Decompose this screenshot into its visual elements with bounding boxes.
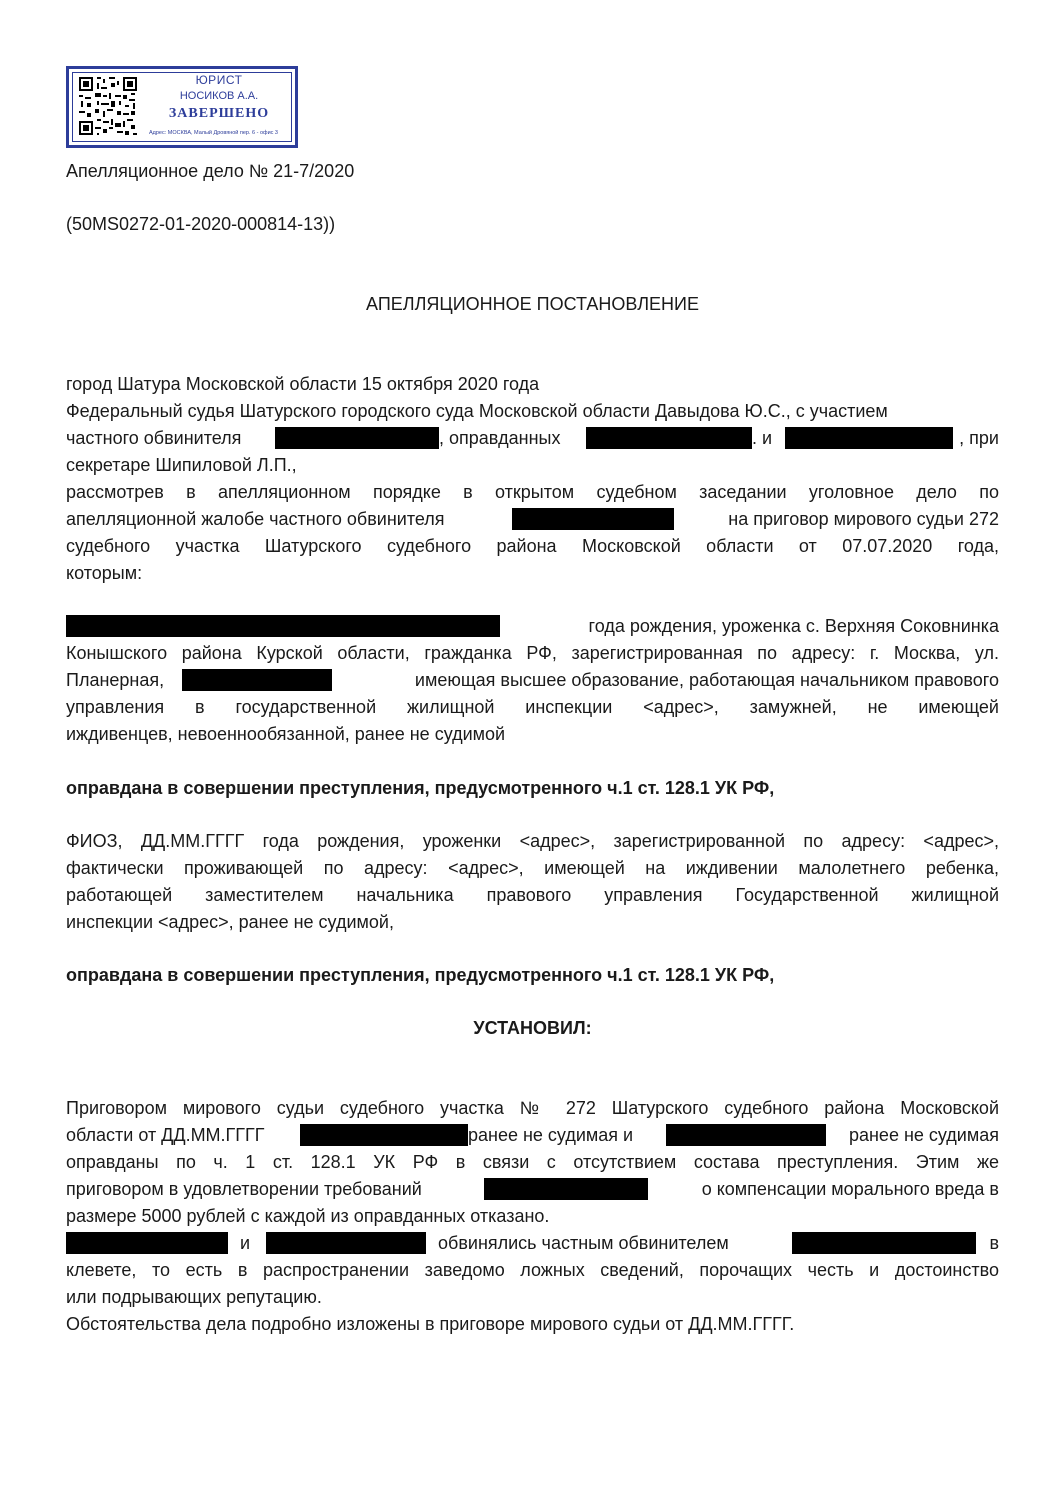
- intro-line: рассмотрев в апелляционном порядке в открытом судебном заседании уголовное дело по: [66, 482, 999, 502]
- intro-text: , при: [959, 428, 999, 448]
- established-line: Обстоятельства дела подробно изложены в приговоре мирового судьи от ДД.ММ.ГГГГ.: [66, 1314, 795, 1334]
- redaction: [300, 1124, 468, 1146]
- person1-text: имеющая высшее образование, работающая начальником правового: [414, 670, 999, 690]
- person2-line: инспекции <адрес>, ранее не судимой,: [66, 912, 394, 932]
- established-paragraph: [66, 1095, 999, 1338]
- intro-text: частного обвинителя: [66, 428, 242, 448]
- person1-text: года рождения, уроженка с. Верхняя Соковнинка: [588, 616, 999, 636]
- verdict-1: оправдана в совершении преступления, предусмотренного ч.1 ст. 128.1 УК РФ,: [66, 778, 775, 798]
- case-number: Апелляционное дело № 21-7/2020: [66, 161, 355, 181]
- established-text: и: [240, 1233, 251, 1253]
- established-text: в: [989, 1233, 999, 1253]
- intro-line: которым:: [66, 563, 143, 583]
- redaction: [275, 427, 439, 449]
- established-line: клевете, то есть в распространении заведомо ложных сведений, порочащих честь и достоинство: [66, 1260, 999, 1280]
- established-text: области от ДД.ММ.ГГГГ: [66, 1125, 265, 1145]
- intro-text: апелляционной жалобе частного обвинителя: [66, 509, 445, 529]
- verdict-2: оправдана в совершении преступления, предусмотренного ч.1 ст. 128.1 УК РФ,: [66, 965, 775, 985]
- lawyer-stamp: [66, 66, 298, 148]
- person1-line: управления в государственной жилищной инспекции <адрес>, замужней, не имеющей: [66, 697, 999, 717]
- established-text: приговором в удовлетворении требований: [66, 1179, 422, 1199]
- intro-line: город Шатура Московской области 15 октября 2020 года: [66, 374, 540, 394]
- stamp-name: НОСИКОВ А.А.: [179, 90, 259, 102]
- intro-line: [66, 425, 999, 452]
- established-line: [66, 1122, 999, 1149]
- established-text: обвинялись частным обвинителем: [438, 1233, 729, 1253]
- case-id: (50MS0272-01-2020-000814-13)): [66, 214, 336, 234]
- person1-line: Конышского района Курской области, гражданка РФ, зарегистрированная по адресу: г. Москва, ул.: [66, 643, 999, 663]
- person1-paragraph: [66, 613, 999, 748]
- intro-line: судебного участка Шатурского судебного района Московской области от 07.07.2020 года,: [66, 536, 999, 556]
- established-line: [66, 1230, 999, 1257]
- qr-code-icon: [77, 75, 139, 137]
- person1-line: [66, 667, 999, 694]
- person2-line: фактически проживающей по адресу: <адрес>, имеющей на иждивении малолетнего ребенка,: [66, 858, 999, 878]
- stamp-address: Адрес: МОСКВА, Малый Дровяной пер. 6 - офис 3: [149, 130, 278, 136]
- redaction: [66, 1232, 228, 1254]
- established-text: о компенсации морального вреда в: [701, 1179, 999, 1199]
- established-line: оправданы по ч. 1 ст. 128.1 УК РФ в связи с отсутствием состава преступления. Этим же: [66, 1152, 999, 1172]
- intro-paragraph: [66, 371, 999, 587]
- redaction: [785, 427, 953, 449]
- established-text: ранее не судимая и: [468, 1125, 634, 1145]
- document-title: АПЕЛЛЯЦИОННОЕ ПОСТАНОВЛЕНИЕ: [366, 294, 699, 314]
- redaction: [182, 669, 332, 691]
- established-heading: УСТАНОВИЛ:: [473, 1018, 592, 1038]
- established-line: или подрывающих репутацию.: [66, 1287, 322, 1307]
- redaction: [666, 1124, 826, 1146]
- intro-line: [66, 506, 999, 533]
- person1-text: Планерная,: [66, 670, 165, 690]
- established-line: размере 5000 рублей с каждой из оправданных отказано.: [66, 1206, 550, 1226]
- redaction: [66, 615, 500, 637]
- redaction: [512, 508, 674, 530]
- intro-text: , оправданных: [439, 428, 561, 448]
- person2-paragraph: [66, 828, 999, 936]
- person1-line: [66, 613, 999, 640]
- established-line: Приговором мирового судьи судебного участка № 272 Шатурского судебного района Московской: [66, 1098, 999, 1118]
- redaction: [484, 1178, 648, 1200]
- intro-text: на приговор мирового судьи 272: [728, 509, 999, 529]
- intro-line: секретаре Шипиловой Л.П.,: [66, 455, 297, 475]
- redaction: [586, 427, 752, 449]
- intro-line: Федеральный судья Шатурского городского суда Московской области Давыдова Ю.С., с участием: [66, 401, 888, 421]
- stamp-title: ЮРИСТ: [195, 73, 243, 87]
- person1-line: иждивенцев, невоеннообязанной, ранее не судимой: [66, 724, 506, 744]
- person2-line: ФИОЗ, ДД.ММ.ГГГГ года рождения, уроженки <адрес>, зарегистрированной по адресу: <адрес>,: [66, 831, 999, 851]
- established-text: ранее не судимая: [848, 1125, 999, 1145]
- established-line: [66, 1176, 999, 1203]
- person2-line: работающей заместителем начальника правового управления Государственной жилищной: [66, 885, 999, 905]
- redaction: [266, 1232, 426, 1254]
- stamp-status: ЗАВЕРШЕНО: [168, 106, 270, 121]
- intro-text: . и: [752, 428, 773, 448]
- redaction: [792, 1232, 976, 1254]
